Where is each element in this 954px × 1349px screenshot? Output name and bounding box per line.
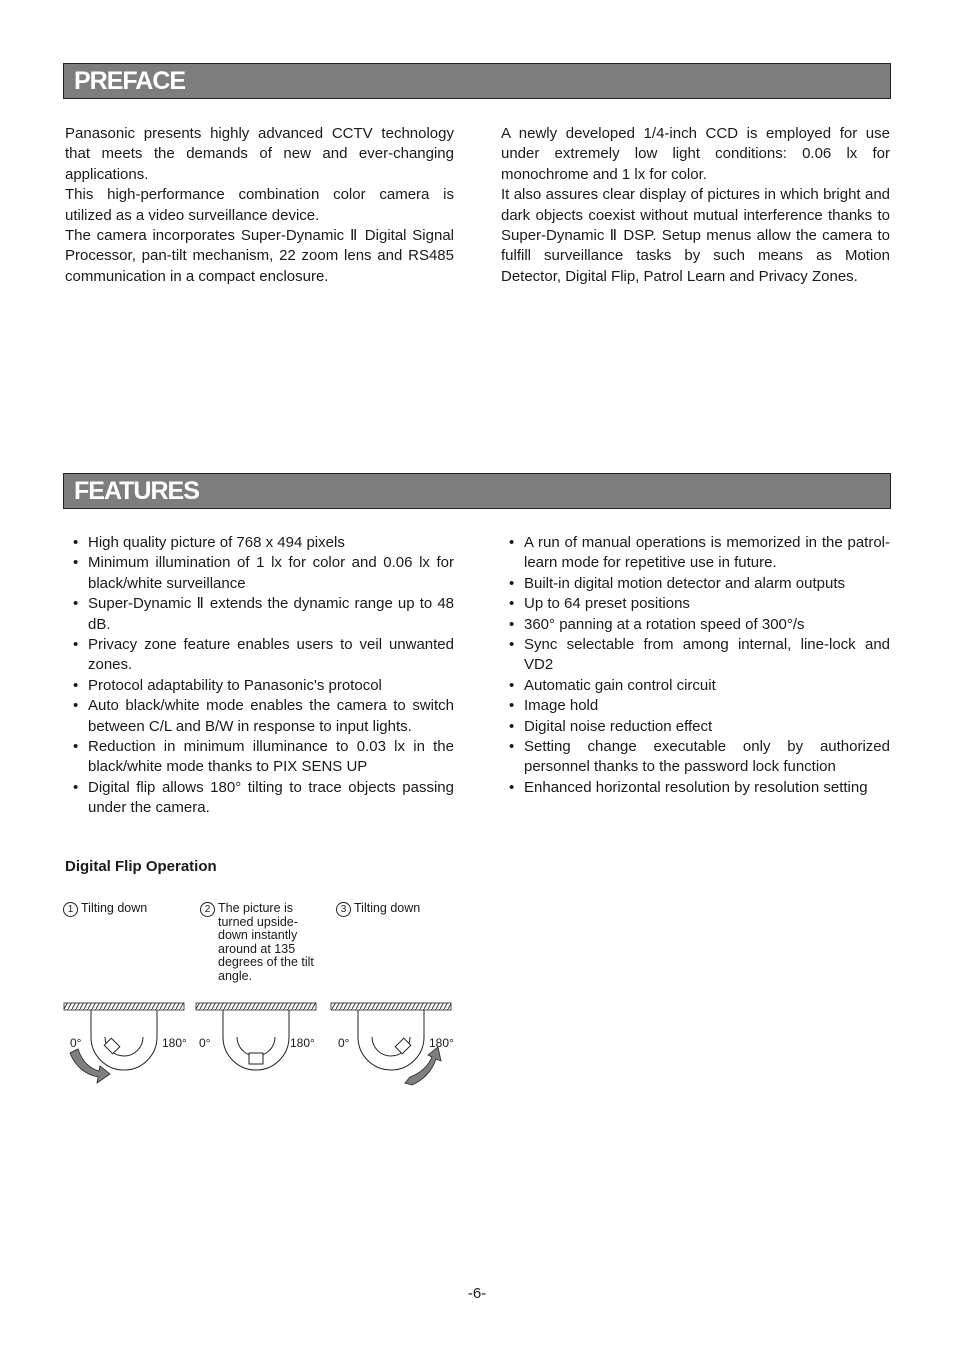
- feature-item: • Digital noise reduction effect: [501, 717, 890, 737]
- ceiling-hatch: [196, 1003, 316, 1010]
- angle-label-0: 0°: [70, 1036, 82, 1050]
- feature-item: • Image hold: [501, 696, 890, 716]
- feature-item: • Minimum illumination of 1 lx for color and 0.06 lx for black/white surveillance: [65, 553, 454, 594]
- preface-right-column: [501, 124, 890, 287]
- flip-step-2: [200, 902, 325, 984]
- preface-header-bar: [63, 63, 891, 99]
- preface-paragraph: This high-performance combination color camera is utilized as a video surveillance device.: [65, 186, 454, 224]
- feature-item: • Protocol adaptability to Panasonic's protocol: [65, 676, 454, 696]
- features-title: FEATURES: [74, 477, 199, 505]
- feature-item: • Privacy zone feature enables users to veil unwanted zones.: [65, 635, 454, 676]
- step-text: Tilting down: [354, 901, 421, 915]
- lens-block: [104, 1038, 120, 1054]
- angle-label-180: 180°: [429, 1036, 454, 1050]
- flip-step-3: [336, 902, 461, 917]
- feature-item: • High quality picture of 768 x 494 pixels: [65, 533, 454, 553]
- feature-item: • Setting change executable only by authorized personnel thanks to the password lock function: [501, 737, 890, 778]
- angle-label-180: 180°: [290, 1036, 315, 1050]
- preface-title: PREFACE: [74, 67, 186, 95]
- features-header-bar: [63, 473, 891, 509]
- preface-paragraph: It also assures clear display of pictures in which bright and dark objects coexist without mutual interference thanks to Super-Dynamic Ⅱ DSP. Setup menus allow the camera to fulfill surveillance tasks by such means as Motion Detector, Digital Flip, Patrol Learn and Privacy Zones.: [501, 186, 890, 285]
- digital-flip-diagram: [60, 995, 460, 1090]
- lens-block: [395, 1038, 411, 1054]
- feature-item: • Digital flip allows 180° tilting to trace objects passing under the camera.: [65, 778, 454, 819]
- lens-block: [249, 1053, 263, 1064]
- step-text: Tilting down: [81, 901, 148, 915]
- feature-item: • Built-in digital motion detector and alarm outputs: [501, 574, 890, 594]
- step-text: The picture is turned upside-down instantly around at 135 degrees of the tilt angle.: [218, 901, 314, 983]
- ceiling-hatch: [64, 1003, 184, 1010]
- feature-item: • Up to 64 preset positions: [501, 594, 890, 614]
- feature-item: • Super-Dynamic Ⅱ extends the dynamic range up to 48 dB.: [65, 594, 454, 635]
- angle-label-0: 0°: [338, 1036, 350, 1050]
- digital-flip-heading: Digital Flip Operation: [65, 858, 217, 875]
- tilt-arrow: [405, 1047, 441, 1085]
- feature-item: • Enhanced horizontal resolution by resolution setting: [501, 778, 890, 798]
- tilt-arrow: [70, 1049, 110, 1083]
- angle-label-0: 0°: [199, 1036, 211, 1050]
- features-list-right: [501, 533, 890, 798]
- feature-item: • Reduction in minimum illuminance to 0.03 lx in the black/white mode thanks to PIX SENS UP: [65, 737, 454, 778]
- step-number-badge: 1: [63, 902, 78, 917]
- angle-label-180: 180°: [162, 1036, 187, 1050]
- ceiling-hatch: [331, 1003, 451, 1010]
- features-left-column: [65, 533, 454, 819]
- feature-item: • Sync selectable from among internal, line-lock and VD2: [501, 635, 890, 676]
- step-number-badge: 3: [336, 902, 351, 917]
- preface-left-column: [65, 124, 454, 287]
- feature-item: • 360° panning at a rotation speed of 300°/s: [501, 615, 890, 635]
- feature-item: • Automatic gain control circuit: [501, 676, 890, 696]
- preface-paragraph: A newly developed 1/4-inch CCD is employed for use under extremely low light conditions: 0.06 lx for monochrome and 1 lx for color.: [501, 125, 890, 183]
- feature-item: • A run of manual operations is memorized in the patrol-learn mode for repetitive use in future.: [501, 533, 890, 574]
- feature-item: • Auto black/white mode enables the camera to switch between C/L and B/W in response to input lights.: [65, 696, 454, 737]
- features-list-left: [65, 533, 454, 819]
- features-right-column: [501, 533, 890, 798]
- page-number: -6-: [467, 1285, 487, 1302]
- flip-step-1: [63, 902, 188, 917]
- preface-paragraph: Panasonic presents highly advanced CCTV technology that meets the demands of new and ever-changing applications.: [65, 125, 454, 183]
- preface-paragraph: The camera incorporates Super-Dynamic Ⅱ Digital Signal Processor, pan-tilt mechanism, 22 zoom lens and RS485 communication in a compact enclosure.: [65, 227, 454, 285]
- step-number-badge: 2: [200, 902, 215, 917]
